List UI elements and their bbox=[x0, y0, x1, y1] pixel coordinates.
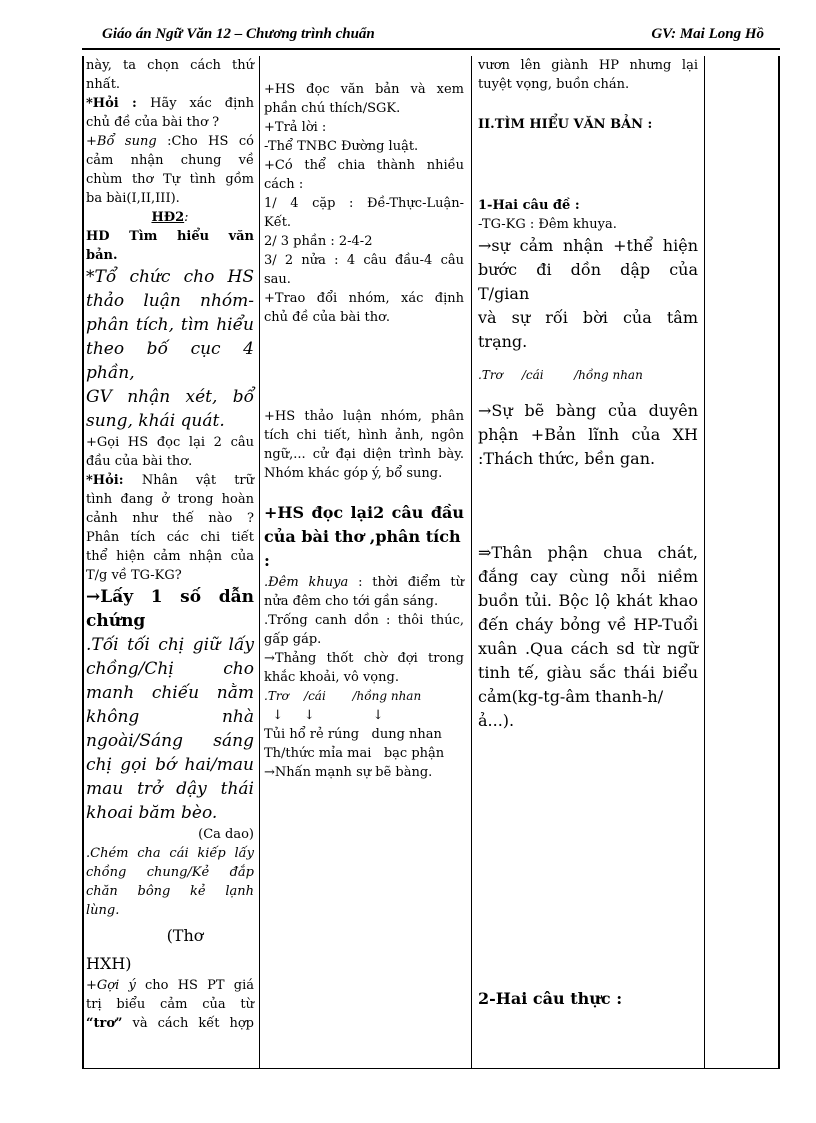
text-line: phận +Bản lĩnh của XH bbox=[478, 425, 698, 444]
content-column bbox=[478, 56, 698, 1011]
text-line: ba bài(I,II,III). bbox=[86, 191, 180, 206]
text-line: +Gọi HS đọc lại 2 câu bbox=[86, 435, 254, 450]
table-divider-2 bbox=[471, 56, 472, 1069]
text-line: gấp gáp. bbox=[264, 632, 322, 647]
text-line: tích chi tiết, hình ảnh, ngôn bbox=[264, 428, 464, 443]
text-line: này, ta chọn cách thứ bbox=[86, 58, 254, 73]
text-span: + bbox=[86, 134, 97, 149]
text-span: Nhân vật trữ bbox=[141, 473, 254, 488]
text-line: -TG-KG : Đêm khuya. bbox=[478, 217, 617, 232]
text-line: *Tổ chức cho HS bbox=[86, 267, 254, 287]
text-line: →Nhấn mạnh sự bẽ bàng. bbox=[264, 765, 433, 780]
text-line: đầu của bài thơ. bbox=[86, 454, 193, 469]
word-breakdown bbox=[264, 687, 464, 706]
text-line: chủ đề của bài thơ ? bbox=[86, 115, 220, 130]
text-line: ngữ,... cử đại diện trình bày. bbox=[264, 447, 464, 462]
quoted-word: “trơ” bbox=[86, 1016, 123, 1031]
text-line: +HS đọc lại2 câu đầu bbox=[264, 503, 464, 522]
text-span: Hãy xác định bbox=[150, 96, 254, 111]
poem-line: mau trở dậy thái bbox=[86, 779, 254, 799]
text-line: phần chú thích/SGK. bbox=[264, 101, 401, 116]
text-line: →Sự bẽ bàng của duyên bbox=[478, 401, 698, 420]
header-title: Giáo án Ngữ Văn 12 – Chương trình chuẩn bbox=[102, 26, 375, 42]
text-line: 1/ 4 cặp : Đề-Thực-Luận- bbox=[264, 196, 464, 211]
text-line: :Thách thức, bền gan. bbox=[478, 449, 656, 468]
header-rule bbox=[82, 48, 780, 50]
word-3: /hồng nhan bbox=[352, 689, 422, 703]
word-1: .Trơ bbox=[264, 689, 289, 703]
text-line: đắng cay cùng nỗi niềm bbox=[478, 567, 698, 586]
text-line: buồn tủi. Bộc lộ khát khao bbox=[478, 591, 698, 610]
text-line: tinh tế, giàu sắc thái biểu bbox=[478, 663, 698, 682]
word-2: /cái bbox=[304, 689, 326, 703]
text-line: Kết. bbox=[264, 215, 292, 230]
poem-line: chồng chung/Kẻ đắp bbox=[86, 865, 254, 880]
question-line bbox=[86, 471, 254, 490]
poem-line: manh chiếu nằm bbox=[86, 683, 254, 703]
text-span: Tủi hổ rẻ rúng bbox=[264, 727, 360, 742]
subsection-heading: 2-Hai câu thực : bbox=[478, 989, 623, 1008]
text-line: +Có thể chia thành nhiều bbox=[264, 158, 464, 173]
poem-line: khoai băm bèo. bbox=[86, 803, 218, 823]
citation: (Thơ bbox=[166, 926, 204, 945]
table-divider-3 bbox=[704, 56, 705, 1069]
text-line: +Trả lời : bbox=[264, 120, 327, 135]
text-line: Phân tích các chi tiết bbox=[86, 530, 254, 545]
text-line: bước đi dồn dập của T/gian bbox=[478, 260, 698, 303]
lesson-table bbox=[82, 56, 780, 1069]
text-line: nhất. bbox=[86, 77, 121, 92]
text-line: nửa đêm cho tới gần sáng. bbox=[264, 594, 439, 609]
text-line bbox=[264, 744, 464, 763]
word-3: /hồng nhan bbox=[574, 368, 643, 382]
spacer bbox=[264, 56, 464, 80]
text-line: thảo luận nhóm- bbox=[86, 291, 254, 311]
poem-line: .Chém cha cái kiếp lấy bbox=[86, 846, 254, 861]
text-line: cảnh như thế nào ? bbox=[86, 511, 254, 526]
text-line: bản. bbox=[86, 248, 118, 263]
text-line bbox=[86, 1014, 254, 1033]
text-line: theo bố cục 4 phần, bbox=[86, 339, 254, 383]
text-line: vươn lên giành HP nhưng lại bbox=[478, 58, 698, 73]
text-line: -Thể TNBC Đường luật. bbox=[264, 139, 419, 154]
text-line bbox=[264, 573, 464, 592]
text-line: →Thảng thốt chờ đợi trong bbox=[264, 651, 464, 666]
text-line: GV nhận xét, bổ bbox=[86, 387, 254, 407]
spacer bbox=[478, 385, 698, 399]
spacer bbox=[478, 94, 698, 115]
text-line: +HS đọc văn bản và xem bbox=[264, 82, 464, 97]
text-span: : bbox=[184, 210, 189, 225]
text-line: 2/ 3 phần : 2-4-2 bbox=[264, 234, 373, 249]
text-line: tình đang ở trong hoàn bbox=[86, 492, 254, 507]
text-line: chùm thơ Tự tình gồm bbox=[86, 172, 254, 187]
arrow-row bbox=[264, 706, 464, 725]
spacer bbox=[478, 471, 698, 541]
text-span: dung nhan bbox=[371, 727, 442, 742]
spacer bbox=[478, 354, 698, 366]
text-line: →Lấy 1 số dẫn bbox=[86, 587, 254, 607]
header-author: GV: Mai Long Hồ bbox=[651, 26, 764, 42]
text-line: Nhóm khác góp ý, bổ sung. bbox=[264, 466, 443, 481]
heading-span: HĐ2 bbox=[151, 210, 185, 225]
student-activity-column bbox=[264, 56, 464, 782]
emphasis-span: Bổ sung bbox=[96, 134, 157, 149]
section-heading: II.TÌM HIỂU VĂN BẢN : bbox=[478, 117, 653, 132]
emphasis-span: .Đêm khuya bbox=[264, 575, 349, 590]
table-border-left bbox=[82, 56, 84, 1069]
text-line: trạng. bbox=[478, 332, 528, 351]
text-span: bạc phận bbox=[383, 746, 445, 761]
question-label: *Hỏi : bbox=[86, 96, 151, 111]
poem-line: chăn bông kẻ lạnh bbox=[86, 884, 254, 899]
poem-line: không nhà bbox=[86, 707, 254, 727]
question-line bbox=[86, 94, 254, 113]
poem-line: ngoài/Sáng sáng bbox=[86, 731, 254, 751]
spacer bbox=[478, 733, 698, 987]
section-heading-hd2 bbox=[86, 208, 254, 227]
question-label: *Hỏi: bbox=[86, 473, 142, 488]
text-line: cảm(kg-tg-âm thanh-h/ả...). bbox=[478, 687, 664, 730]
text-line: và sự rối bời của tâm bbox=[478, 308, 698, 327]
text-line: của bài thơ ,phân tích : bbox=[264, 527, 461, 570]
text-line: chứng bbox=[86, 611, 146, 631]
text-line bbox=[264, 725, 464, 744]
text-line: chủ đề của bài thơ. bbox=[264, 310, 391, 325]
text-line: +HS thảo luận nhóm, phân bbox=[264, 409, 464, 424]
poem-line: lùng. bbox=[86, 903, 120, 918]
subsection-heading: 1-Hai câu đề : bbox=[478, 198, 580, 213]
text-line bbox=[86, 132, 254, 151]
down-arrow-icon: ↓ bbox=[303, 708, 315, 723]
text-line: tuyệt vọng, buồn chán. bbox=[478, 77, 630, 92]
word-1: .Trơ bbox=[478, 368, 503, 382]
page-header bbox=[102, 26, 764, 48]
text-span: cho HS PT giá bbox=[135, 978, 254, 993]
emphasis-span: Gợi ý bbox=[96, 978, 136, 993]
text-line: HD Tìm hiểu văn bbox=[86, 229, 254, 244]
text-line: phân tích, tìm hiểu bbox=[86, 315, 254, 335]
text-line: sung, khái quát. bbox=[86, 411, 225, 431]
down-arrow-icon: ↓ bbox=[372, 708, 384, 723]
spacer bbox=[264, 483, 464, 501]
text-line: sau. bbox=[264, 272, 291, 287]
text-span: :Cho HS có bbox=[156, 134, 254, 149]
spacer bbox=[264, 327, 464, 407]
down-arrow-icon: ↓ bbox=[272, 708, 284, 723]
text-line: cách : bbox=[264, 177, 304, 192]
text-line: khắc khoải, vô vọng. bbox=[264, 670, 399, 685]
text-line: .Trống canh dồn : thôi thúc, bbox=[264, 613, 464, 628]
text-span: : thời điểm từ bbox=[348, 575, 464, 590]
text-line: ⇒Thân phận chua chát, bbox=[478, 543, 698, 562]
text-line: thể hiện cảm nhận của bbox=[86, 549, 254, 564]
text-line: xuân .Qua cách sd từ ngữ bbox=[478, 639, 698, 658]
text-line: cảm nhận chung về bbox=[86, 153, 254, 168]
text-line: →sự cảm nhận +thể hiện bbox=[478, 236, 698, 255]
citation: HXH) bbox=[86, 954, 132, 973]
text-line: T/g về TG-KG? bbox=[86, 568, 182, 583]
poem-line: chồng/Chị cho bbox=[86, 659, 254, 679]
text-span: + bbox=[86, 978, 97, 993]
text-span: Th/thức mỉa mai bbox=[264, 746, 372, 761]
word-breakdown bbox=[478, 366, 698, 385]
text-line bbox=[86, 976, 254, 995]
poem-line: chị gọi bớ hai/mau bbox=[86, 755, 254, 775]
text-line: trị biểu cảm của từ bbox=[86, 997, 254, 1012]
table-border-bottom bbox=[82, 1068, 780, 1069]
text-line: 3/ 2 nửa : 4 câu đầu-4 câu bbox=[264, 253, 464, 268]
poem-line: .Tối tối chị giữ lấy bbox=[86, 635, 254, 655]
spacer bbox=[478, 134, 698, 196]
word-2: /cái bbox=[521, 368, 544, 382]
text-span: và cách kết hợp bbox=[122, 1016, 254, 1031]
text-line: +Trao đổi nhóm, xác định bbox=[264, 291, 464, 306]
table-border-right bbox=[778, 56, 780, 1069]
table-divider-1 bbox=[259, 56, 260, 1069]
text-line: đến cháy bỏng về HP-Tuổi bbox=[478, 615, 698, 634]
citation: (Ca dao) bbox=[198, 827, 254, 842]
teacher-activity-column bbox=[86, 56, 254, 1033]
